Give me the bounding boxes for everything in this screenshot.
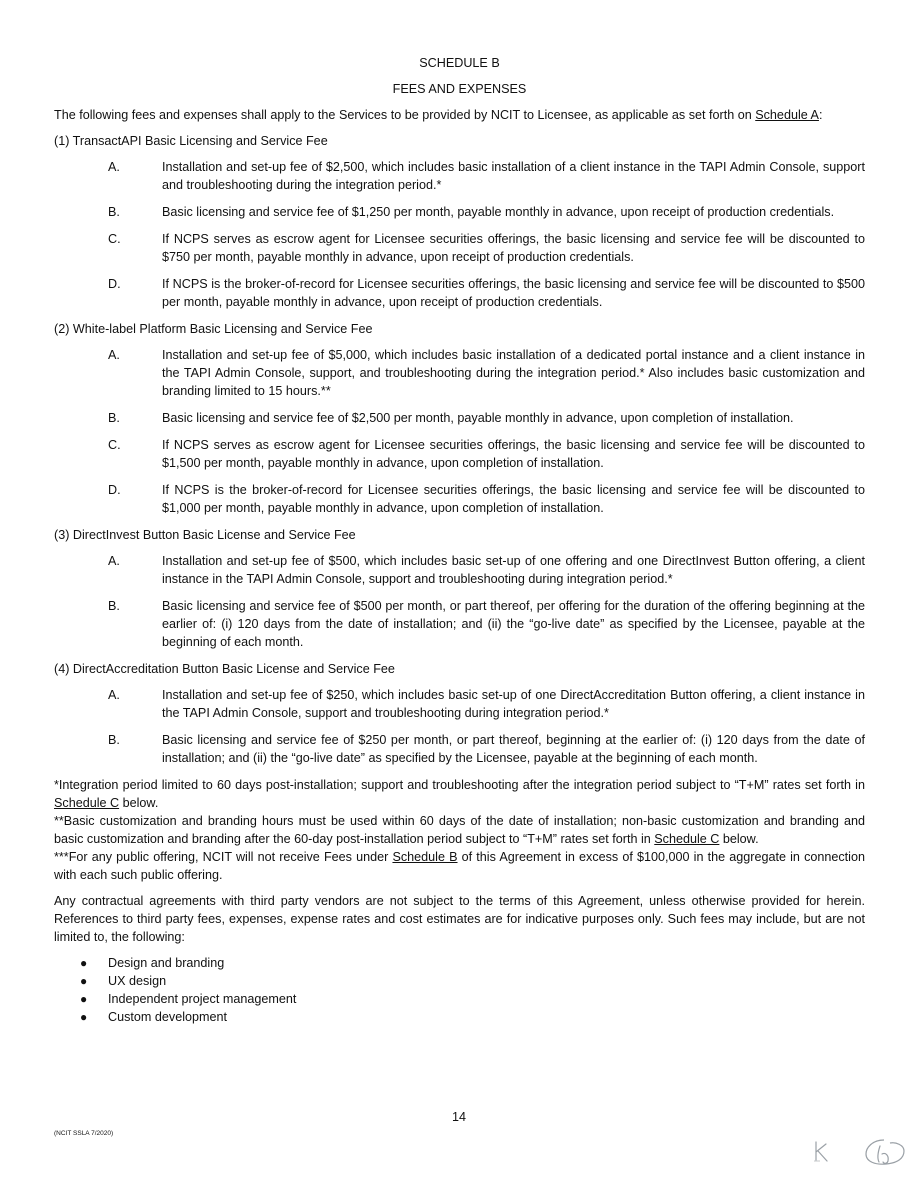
fee-item-text: Basic licensing and service fee of $250 per month, or part thereof, beginning at the earlier of: (i) 120 days from the date of installation; and (ii) the “go-live date” as specified by the Licensee, payable at the beginning of each month. xyxy=(162,733,865,765)
section-heading: (2) White-label Platform Basic Licensing and Service Fee xyxy=(54,322,373,336)
fee-item xyxy=(54,230,865,266)
fee-item-letter: D. xyxy=(108,277,121,291)
section-heading: (1) TransactAPI Basic Licensing and Service Fee xyxy=(54,134,328,148)
bullet-dot-icon: ● xyxy=(80,956,88,970)
fee-item xyxy=(54,597,865,651)
section-heading: (4) DirectAccreditation Button Basic License and Service Fee xyxy=(54,662,395,676)
schedule-a-reference: Schedule A xyxy=(755,108,819,122)
footnote-customization: **Basic customization and branding hours must be used within 60 days of the date of installation; non-basic customization and branding and basic customization and branding after the 60-day post-installation period subject to “T+M” rates set forth in Schedule C below. xyxy=(54,814,865,846)
fee-item-text: Basic licensing and service fee of $2,500 per month, payable monthly in advance, upon completion of installation. xyxy=(162,411,794,425)
initials-k-icon xyxy=(810,1134,834,1170)
list-item-text: Custom development xyxy=(108,1010,228,1024)
fee-item xyxy=(54,436,865,472)
fee-item-text: Installation and set-up fee of $5,000, which includes basic installation of a dedicated portal instance and a client instance in the TAPI Admin Console, support, and troubleshooting during the integration period.* Also includes basic customization and branding limited to 15 hours.** xyxy=(162,348,865,398)
fee-item xyxy=(54,346,865,400)
list-item xyxy=(54,954,865,972)
bullet-dot-icon: ● xyxy=(80,1010,88,1024)
fee-item-text: If NCPS is the broker-of-record for Licensee securities offerings, the basic licensing and service fee will be discounted to $1,000 per month, payable monthly in advance, upon completion of installation. xyxy=(162,483,865,515)
page-number: 14 xyxy=(451,1110,466,1124)
page-subtitle: FEES AND EXPENSES xyxy=(392,82,527,96)
fee-item-letter: C. xyxy=(108,438,121,452)
footnotes xyxy=(54,776,865,884)
fee-item-letter: B. xyxy=(108,599,120,613)
fee-item-letter: A. xyxy=(108,554,120,568)
fee-item xyxy=(54,409,865,427)
fee-item-text: Basic licensing and service fee of $1,250 per month, payable monthly in advance, upon receipt of production credentials. xyxy=(162,205,835,219)
bullet-dot-icon: ● xyxy=(80,992,88,1006)
fee-item xyxy=(54,731,865,767)
initials-signature-icon xyxy=(862,1134,908,1170)
footnote-integration-period: *Integration period limited to 60 days post-installation; support and troubleshooting after the integration period subject to “T+M” rates set forth in Schedule C below. xyxy=(54,778,865,810)
fee-item-letter: C. xyxy=(108,232,121,246)
fee-item-text: Installation and set-up fee of $250, which includes basic set-up of one DirectAccreditation Button offering, a client instance in the TAPI Admin Console, support and troubleshooting during integration period.* xyxy=(162,688,865,720)
fee-item-text: Basic licensing and service fee of $500 per month, or part thereof, per offering for the duration of the offering beginning at the earlier of: (i) 120 days from the date of installation; and (ii) the “go-live date” as specified by the Licensee, payable at the beginning of each month. xyxy=(162,599,865,649)
fee-item-text: If NCPS serves as escrow agent for Licensee securities offerings, the basic licensing and service fee will be discounted to $1,500 per month, payable monthly in advance, upon completion of installation. xyxy=(162,438,865,470)
list-item-text: Independent project management xyxy=(108,992,297,1006)
fee-item-letter: B. xyxy=(108,411,120,425)
third-party-fee-list xyxy=(54,954,865,1026)
list-item xyxy=(54,972,865,990)
fee-item-letter: A. xyxy=(108,688,120,702)
fee-item-letter: B. xyxy=(108,733,120,747)
list-item-text: UX design xyxy=(108,974,167,988)
fee-item xyxy=(54,686,865,722)
footnote-public-offering: ***For any public offering, NCIT will not receive Fees under Schedule B of this Agreement in excess of $100,000 in the aggregate in connection with each such public offering. xyxy=(54,850,865,882)
fee-item-text: Installation and set-up fee of $500, which includes basic set-up of one offering and one DirectInvest Button offering, a client instance in the TAPI Admin Console, support and troubleshooting during integration period.* xyxy=(162,554,865,586)
fee-item-letter: D. xyxy=(108,483,121,497)
fee-sections xyxy=(54,132,865,767)
fee-item-text: If NCPS serves as escrow agent for Licensee securities offerings, the basic licensing and service fee will be discounted to $750 per month, payable monthly in advance, upon receipt of production credentials. xyxy=(162,232,865,264)
fee-item xyxy=(54,275,865,311)
list-item xyxy=(54,990,865,1008)
fee-item xyxy=(54,158,865,194)
fee-item xyxy=(54,481,865,517)
document-code: (NCIT SSLA 7/2020) xyxy=(54,1130,114,1137)
fee-item-text: If NCPS is the broker-of-record for Licensee securities offerings, the basic licensing and service fee will be discounted to $500 per month, payable monthly in advance, upon receipt of production credentials. xyxy=(162,277,865,309)
schedule-title: SCHEDULE B xyxy=(419,56,500,70)
fee-item-text: Installation and set-up fee of $2,500, which includes basic installation of a client instance in the TAPI Admin Console, support and troubleshooting during the integration period.* xyxy=(162,160,865,192)
fee-item-letter: A. xyxy=(108,160,120,174)
fee-item-letter: A. xyxy=(108,348,120,362)
fee-item xyxy=(54,552,865,588)
intro-paragraph: The following fees and expenses shall apply to the Services to be provided by NCIT to Licensee, as applicable as set forth on Schedule A: xyxy=(54,108,823,122)
document-page xyxy=(54,50,865,1026)
third-party-paragraph: Any contractual agreements with third party vendors are not subject to the terms of this Agreement, unless otherwise provided for herein. References to third party fees, expenses, expense rates and cost estimates are for indicative purposes only. Such fees may include, but are not limited to, the following: xyxy=(54,894,865,944)
section-heading: (3) DirectInvest Button Basic License and Service Fee xyxy=(54,528,356,542)
fee-item xyxy=(54,203,865,221)
list-item-text: Design and branding xyxy=(108,956,225,970)
fee-item-letter: B. xyxy=(108,205,120,219)
list-item xyxy=(54,1008,865,1026)
bullet-dot-icon: ● xyxy=(80,974,88,988)
